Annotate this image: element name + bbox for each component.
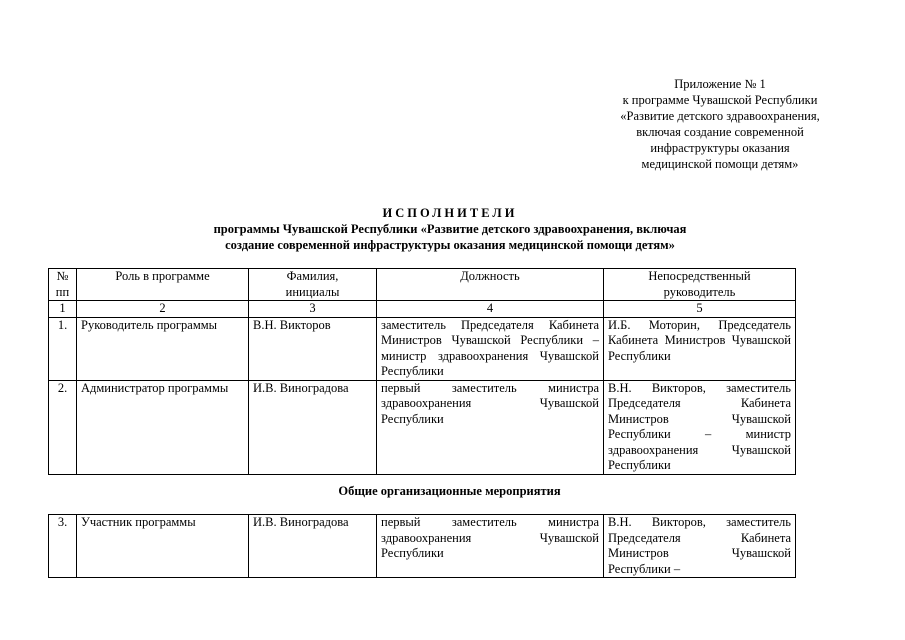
document-heading xyxy=(130,205,770,253)
executors-table xyxy=(48,268,796,475)
appendix-line: «Развитие детского здравоохранения, xyxy=(620,109,820,123)
row-manager: В.Н. Викторов, заместитель Председателя Кабинета Министров Чувашской Республики – министр здравоохранения Чувашской Республики xyxy=(604,380,796,474)
row-number: 3. xyxy=(49,515,77,578)
appendix-line: медицинской помощи детям» xyxy=(641,157,799,171)
column-number: 2 xyxy=(77,301,249,318)
row-number: 2. xyxy=(49,380,77,474)
executors-table-continued xyxy=(48,514,796,578)
row-name: В.Н. Викторов xyxy=(249,317,377,380)
appendix-line: инфраструктуры оказания xyxy=(650,141,790,155)
header-text: Роль в программе xyxy=(115,269,210,283)
row-position: первый заместитель министра здравоохранения Чувашской Республики xyxy=(377,380,604,474)
row-manager: И.Б. Моторин, Председатель Кабинета Министров Чувашской Республики xyxy=(604,317,796,380)
column-number: 3 xyxy=(249,301,377,318)
header-number xyxy=(49,269,77,301)
appendix-line: включая создание современной xyxy=(636,125,804,139)
row-role: Администратор программы xyxy=(77,380,249,474)
table-row xyxy=(49,515,796,578)
row-position: заместитель Председателя Кабинета Министров Чувашской Республики – министр здравоохранения Чувашской Республики xyxy=(377,317,604,380)
table-row xyxy=(49,380,796,474)
header-manager xyxy=(604,269,796,301)
row-number: 1. xyxy=(49,317,77,380)
column-number: 4 xyxy=(377,301,604,318)
row-name: И.В. Виноградова xyxy=(249,380,377,474)
header-text: Непосредственный руководитель xyxy=(648,269,751,299)
column-number: 5 xyxy=(604,301,796,318)
document-subtitle-line: программы Чувашской Республики «Развитие детского здравоохранения, включая xyxy=(213,222,687,236)
row-role: Участник программы xyxy=(77,515,249,578)
document-subtitle-line: создание современной инфраструктуры оказания медицинской помощи детям» xyxy=(225,238,675,252)
row-name: И.В. Виноградова xyxy=(249,515,377,578)
header-name xyxy=(249,269,377,301)
column-number: 1 xyxy=(49,301,77,318)
column-number-row xyxy=(49,301,796,318)
header-role xyxy=(77,269,249,301)
row-manager: В.Н. Викторов, заместитель Председателя Кабинета Министров Чувашской Республики – xyxy=(604,515,796,578)
header-text: Должность xyxy=(460,269,520,283)
table-row xyxy=(49,317,796,380)
row-position: первый заместитель министра здравоохранения Чувашской Республики xyxy=(377,515,604,578)
header-text: Фамилия, инициалы xyxy=(285,269,340,299)
row-role: Руководитель программы xyxy=(77,317,249,380)
document-title: ИСПОЛНИТЕЛИ xyxy=(382,206,518,220)
appendix-line: Приложение № 1 xyxy=(674,77,766,91)
appendix-line: к программе Чувашской Республики xyxy=(622,93,818,107)
section-title: Общие организационные мероприятия xyxy=(338,484,561,498)
table-header-row xyxy=(49,269,796,301)
header-position xyxy=(377,269,604,301)
header-text: № пп xyxy=(55,269,70,299)
appendix-note xyxy=(590,76,850,172)
